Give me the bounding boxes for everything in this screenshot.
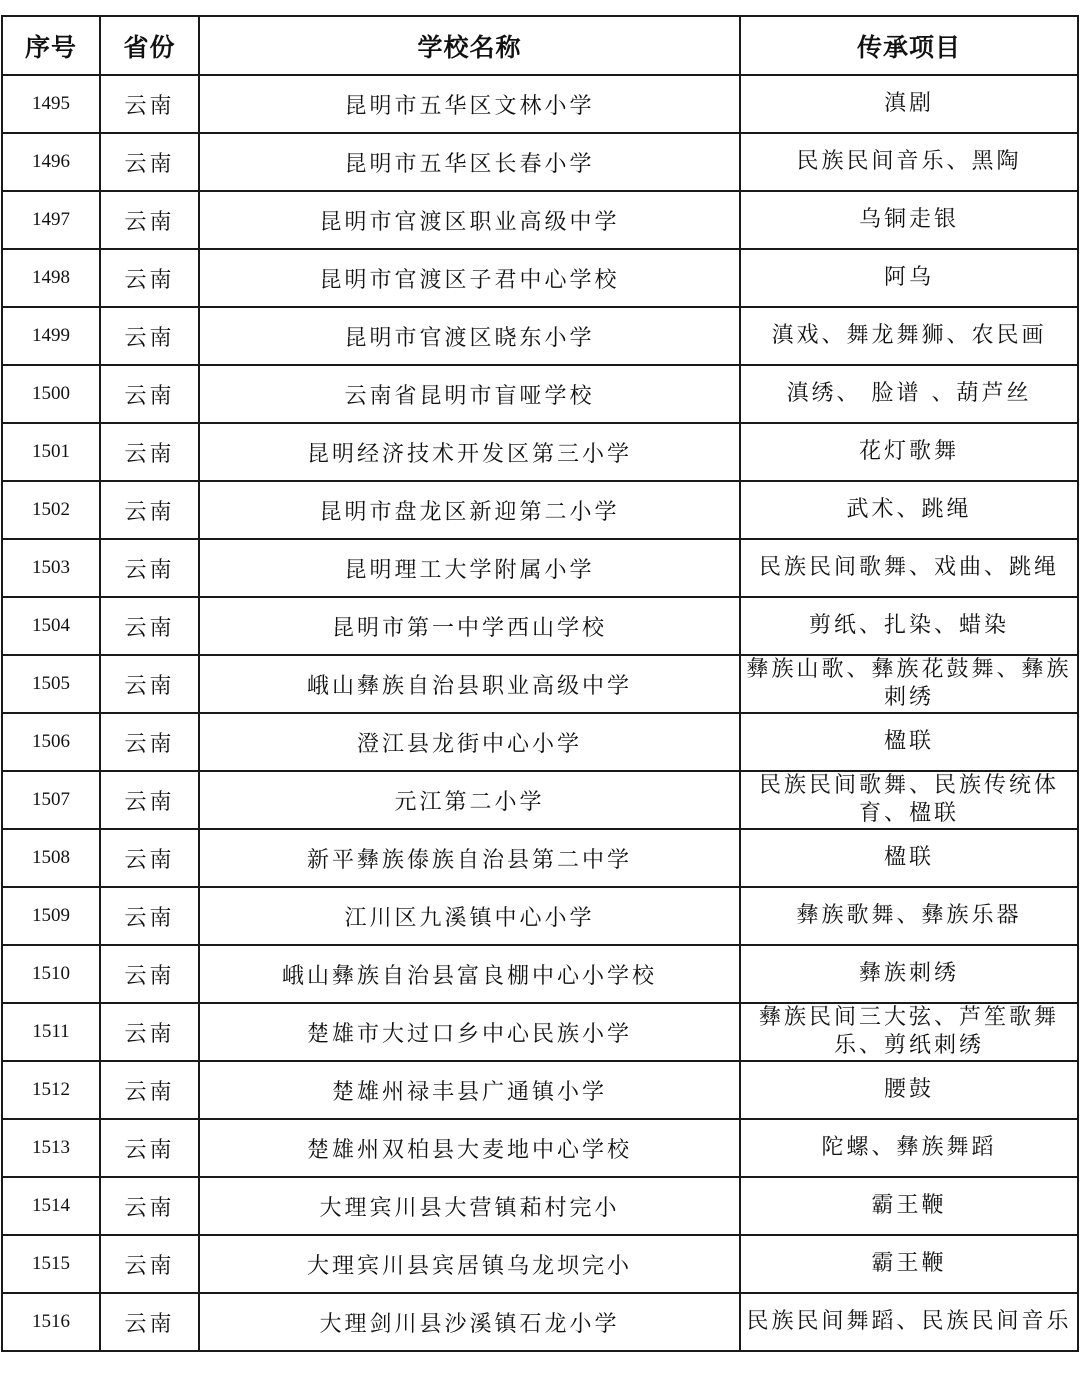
table-row — [2, 191, 1078, 249]
school-name-cell: 新平彝族傣族自治县第二中学 — [199, 829, 740, 887]
school-name-cell: 云南省昆明市盲哑学校 — [199, 365, 740, 423]
row-number-cell: 1498 — [2, 249, 100, 307]
project-cell: 民族民间歌舞、民族传统体育、楹联 — [740, 771, 1078, 829]
row-number-cell: 1507 — [2, 771, 100, 829]
province-cell: 云南 — [100, 365, 199, 423]
row-number-cell: 1495 — [2, 75, 100, 133]
project-cell: 花灯歌舞 — [740, 423, 1078, 481]
row-number-cell: 1502 — [2, 481, 100, 539]
school-name-cell: 元江第二小学 — [199, 771, 740, 829]
header-no: 序号 — [2, 16, 100, 75]
province-cell: 云南 — [100, 249, 199, 307]
province-cell: 云南 — [100, 1293, 199, 1351]
province-cell: 云南 — [100, 1177, 199, 1235]
table-row — [2, 249, 1078, 307]
row-number-cell: 1504 — [2, 597, 100, 655]
table-row — [2, 307, 1078, 365]
table-row — [2, 945, 1078, 1003]
project-cell: 民族民间舞蹈、民族民间音乐 — [740, 1293, 1078, 1351]
row-number-cell: 1514 — [2, 1177, 100, 1235]
school-name-cell: 昆明市官渡区晓东小学 — [199, 307, 740, 365]
row-number-cell: 1513 — [2, 1119, 100, 1177]
table-row — [2, 1119, 1078, 1177]
province-cell: 云南 — [100, 1003, 199, 1061]
project-cell: 阿乌 — [740, 249, 1078, 307]
table-row — [2, 597, 1078, 655]
school-name-cell: 昆明市五华区文林小学 — [199, 75, 740, 133]
school-name-cell: 峨山彝族自治县富良棚中心小学校 — [199, 945, 740, 1003]
school-name-cell: 大理宾川县大营镇萂村完小 — [199, 1177, 740, 1235]
table-row — [2, 133, 1078, 191]
row-number-cell: 1505 — [2, 655, 100, 713]
school-name-cell: 昆明市官渡区子君中心学校 — [199, 249, 740, 307]
project-cell: 民族民间音乐、黑陶 — [740, 133, 1078, 191]
province-cell: 云南 — [100, 481, 199, 539]
project-cell: 滇剧 — [740, 75, 1078, 133]
row-number-cell: 1516 — [2, 1293, 100, 1351]
header-project: 传承项目 — [740, 16, 1078, 75]
province-cell: 云南 — [100, 1061, 199, 1119]
province-cell: 云南 — [100, 829, 199, 887]
project-cell: 霸王鞭 — [740, 1177, 1078, 1235]
row-number-cell: 1515 — [2, 1235, 100, 1293]
school-name-cell: 大理宾川县宾居镇乌龙坝完小 — [199, 1235, 740, 1293]
school-name-cell: 峨山彝族自治县职业高级中学 — [199, 655, 740, 713]
table-row — [2, 365, 1078, 423]
row-number-cell: 1511 — [2, 1003, 100, 1061]
province-cell: 云南 — [100, 655, 199, 713]
project-cell: 乌铜走银 — [740, 191, 1078, 249]
project-cell: 剪纸、扎染、蜡染 — [740, 597, 1078, 655]
table-row — [2, 1293, 1078, 1351]
project-cell: 楹联 — [740, 713, 1078, 771]
header-row — [2, 16, 1078, 75]
table-row — [2, 887, 1078, 945]
project-cell: 楹联 — [740, 829, 1078, 887]
row-number-cell: 1510 — [2, 945, 100, 1003]
table-header — [2, 16, 1078, 75]
row-number-cell: 1497 — [2, 191, 100, 249]
province-cell: 云南 — [100, 191, 199, 249]
row-number-cell: 1509 — [2, 887, 100, 945]
table-row — [2, 539, 1078, 597]
table-row — [2, 655, 1078, 713]
project-cell: 民族民间歌舞、戏曲、跳绳 — [740, 539, 1078, 597]
school-name-cell: 江川区九溪镇中心小学 — [199, 887, 740, 945]
project-cell: 滇戏、舞龙舞狮、农民画 — [740, 307, 1078, 365]
table-row — [2, 713, 1078, 771]
province-cell: 云南 — [100, 539, 199, 597]
project-cell: 滇绣、 脸谱 、葫芦丝 — [740, 365, 1078, 423]
province-cell: 云南 — [100, 597, 199, 655]
table-body — [2, 75, 1078, 1351]
school-name-cell: 昆明市第一中学西山学校 — [199, 597, 740, 655]
province-cell: 云南 — [100, 133, 199, 191]
province-cell: 云南 — [100, 771, 199, 829]
province-cell: 云南 — [100, 307, 199, 365]
school-name-cell: 昆明市官渡区职业高级中学 — [199, 191, 740, 249]
province-cell: 云南 — [100, 887, 199, 945]
project-cell: 彝族刺绣 — [740, 945, 1078, 1003]
row-number-cell: 1506 — [2, 713, 100, 771]
project-cell: 霸王鞭 — [740, 1235, 1078, 1293]
row-number-cell: 1496 — [2, 133, 100, 191]
school-name-cell: 楚雄市大过口乡中心民族小学 — [199, 1003, 740, 1061]
school-name-cell: 昆明理工大学附属小学 — [199, 539, 740, 597]
table-row — [2, 829, 1078, 887]
province-cell: 云南 — [100, 713, 199, 771]
school-name-cell: 昆明市盘龙区新迎第二小学 — [199, 481, 740, 539]
row-number-cell: 1508 — [2, 829, 100, 887]
header-province: 省份 — [100, 16, 199, 75]
project-cell: 彝族山歌、彝族花鼓舞、彝族刺绣 — [740, 655, 1078, 713]
province-cell: 云南 — [100, 423, 199, 481]
school-list-table — [1, 15, 1079, 1352]
project-cell: 陀螺、彝族舞蹈 — [740, 1119, 1078, 1177]
header-school: 学校名称 — [199, 16, 740, 75]
province-cell: 云南 — [100, 1119, 199, 1177]
row-number-cell: 1501 — [2, 423, 100, 481]
table-row — [2, 1235, 1078, 1293]
province-cell: 云南 — [100, 1235, 199, 1293]
row-number-cell: 1503 — [2, 539, 100, 597]
row-number-cell: 1512 — [2, 1061, 100, 1119]
table-row — [2, 1177, 1078, 1235]
table-row — [2, 423, 1078, 481]
table-row — [2, 771, 1078, 829]
province-cell: 云南 — [100, 945, 199, 1003]
project-cell: 腰鼓 — [740, 1061, 1078, 1119]
row-number-cell: 1499 — [2, 307, 100, 365]
table-row — [2, 1061, 1078, 1119]
project-cell: 彝族歌舞、彝族乐器 — [740, 887, 1078, 945]
province-cell: 云南 — [100, 75, 199, 133]
school-name-cell: 昆明经济技术开发区第三小学 — [199, 423, 740, 481]
school-name-cell: 楚雄州双柏县大麦地中心学校 — [199, 1119, 740, 1177]
school-name-cell: 楚雄州禄丰县广通镇小学 — [199, 1061, 740, 1119]
project-cell: 彝族民间三大弦、芦笙歌舞乐、剪纸刺绣 — [740, 1003, 1078, 1061]
row-number-cell: 1500 — [2, 365, 100, 423]
school-name-cell: 昆明市五华区长春小学 — [199, 133, 740, 191]
table-row — [2, 75, 1078, 133]
project-cell: 武术、跳绳 — [740, 481, 1078, 539]
school-name-cell: 澄江县龙街中心小学 — [199, 713, 740, 771]
school-name-cell: 大理剑川县沙溪镇石龙小学 — [199, 1293, 740, 1351]
table-row — [2, 1003, 1078, 1061]
table-row — [2, 481, 1078, 539]
